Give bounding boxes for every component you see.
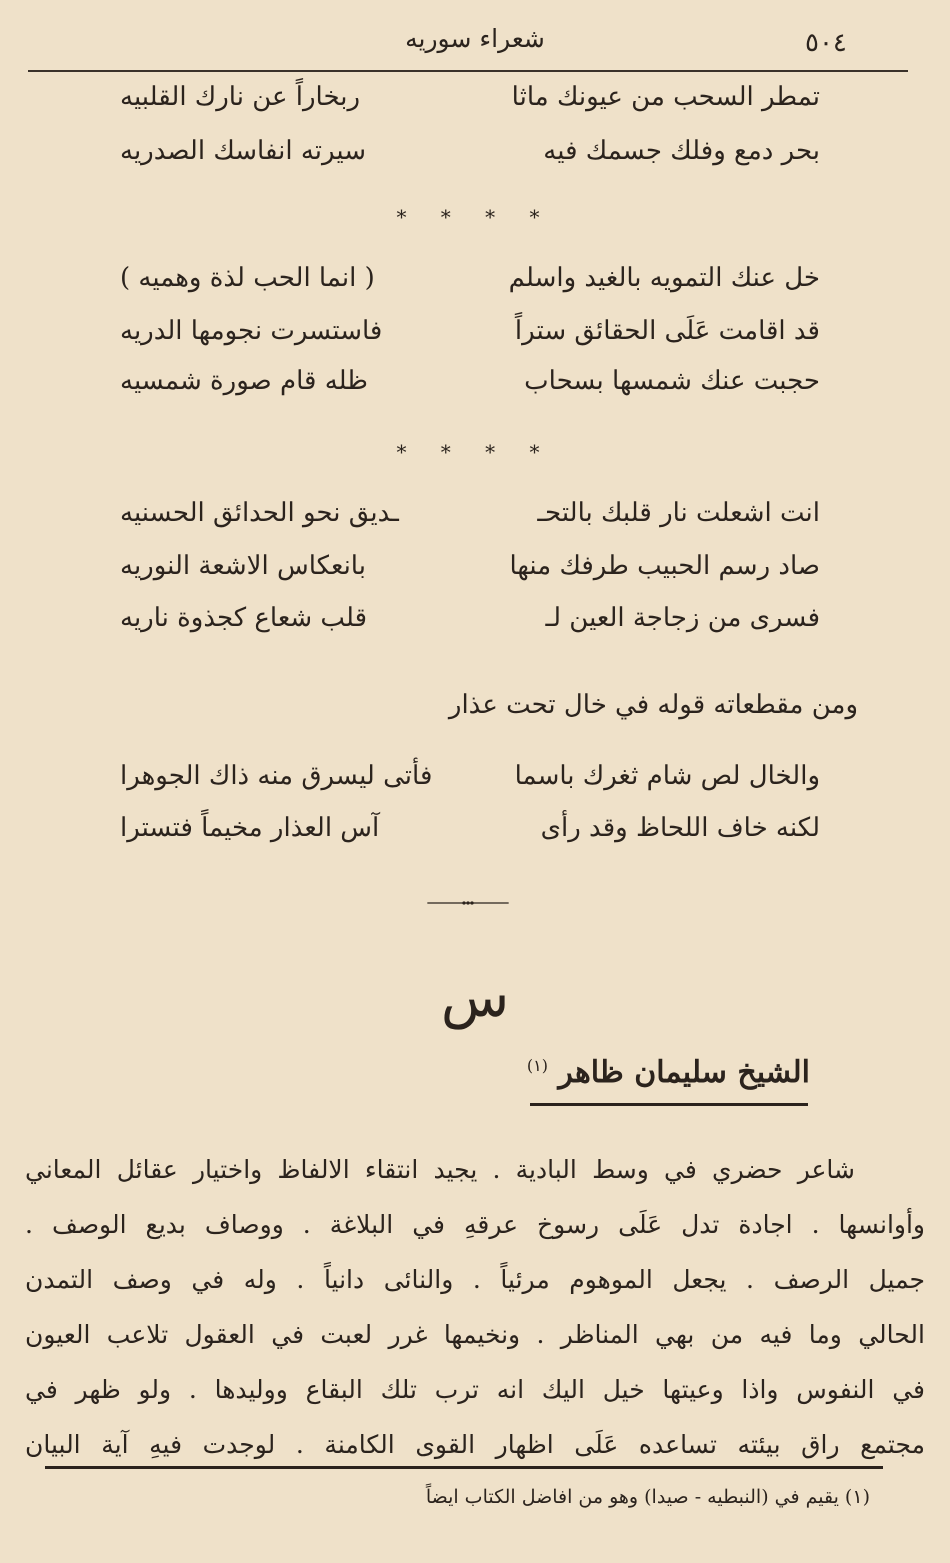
verse — [120, 813, 820, 859]
verse — [120, 263, 820, 309]
stars-separator: * * * * — [396, 440, 554, 464]
page-number: ٥٠٤ — [805, 28, 847, 58]
prose-line: جميل الرصف . يجعل الموهوم مرئياً . والنائى دانياً . وله في وصف التمدن — [25, 1265, 925, 1294]
prose-line: شاعر حضري في وسط البادية . يجيد انتقاء الالفاظ واختيار عقائل المعاني — [25, 1155, 855, 1184]
hemistich-first: انت اشعلت نار قلبك بالتحـ — [537, 498, 820, 528]
hemistich-second: فأتى ليسرق منه ذاك الجوهرا — [120, 761, 433, 791]
prose-line: في النفوس واذا وعيتها خيل اليك انه ترب تلك البقاع ووليدها . ولو ظهر في — [25, 1375, 925, 1404]
ornamental-divider — [407, 901, 529, 905]
header-rule — [28, 70, 908, 72]
hemistich-second: فاستسرت نجومها الدريه — [120, 316, 383, 346]
poet-name-heading — [527, 1055, 810, 1090]
hemistich-first: صاد رسم الحبيب طرفك منها — [509, 551, 820, 581]
verse — [120, 498, 820, 544]
prose-line: مجتمع راق بيئته تساعده عَلَى اظهار القوى الكامنة . لوجدت فيهِ آية البيان — [25, 1430, 925, 1459]
hemistich-first: خل عنك التمويه بالغيد واسلم — [508, 263, 820, 293]
hemistich-second: آس العذار مخيماً فتسترا — [120, 813, 380, 843]
running-title: شعراء سوريه — [405, 24, 545, 53]
hemistich-first: لكنه خاف اللحاظ وقد رأى — [540, 813, 820, 843]
hemistich-second: ربخاراً عن نارك القلبيه — [120, 82, 361, 112]
hemistich-first: بحر دمع وفلك جسمك فيه — [543, 136, 820, 166]
verse — [120, 82, 820, 128]
hemistich-second: بانعكاس الاشعة النوريه — [120, 551, 366, 581]
verse — [120, 603, 820, 649]
verse — [120, 551, 820, 597]
footnote-rule — [45, 1466, 883, 1469]
hemistich-first: فسرى من زجاجة العين لـ — [545, 603, 820, 633]
footnote: (١) يقيم في (النبطيه - صيدا) وهو من افاضل الكتاب ايضاً — [425, 1486, 870, 1508]
verse-intro: ومن مقطعاته قوله في خال تحت عذار — [448, 690, 858, 720]
hemistich-first: تمطر السحب من عيونك ماثا — [511, 82, 820, 112]
prose-line: الحالي وما فيه من بهي المناظر . ونخيمها غرر لعبت في العقول تلاعب العيون — [25, 1320, 925, 1349]
heading-underline — [530, 1103, 808, 1106]
hemistich-second: ظله قام صورة شمسيه — [120, 366, 368, 396]
hemistich-second: ( انما الحب لذة وهميه ) — [120, 263, 375, 293]
verse — [120, 136, 820, 182]
hemistich-second: قلب شعاع كجذوة ناريه — [120, 603, 367, 633]
section-letter: س — [440, 965, 510, 1030]
verse — [120, 761, 820, 807]
verse — [120, 366, 820, 412]
hemistich-first: قد اقامت عَلَى الحقائق ستراً — [514, 316, 820, 346]
hemistich-first: والخال لص شام ثغرك باسما — [514, 761, 820, 791]
biography-paragraph — [25, 1142, 925, 1472]
hemistich-second: سيرته انفاسك الصدريه — [120, 136, 366, 166]
footnote-ref: (١) — [526, 1056, 548, 1075]
prose-line: وأوانسها . اجادة تدل عَلَى رسوخ عرقهِ في البلاغة . ووصاف بديع الوصف . — [25, 1210, 925, 1239]
verse — [120, 316, 820, 362]
stars-separator: * * * * — [396, 205, 554, 229]
hemistich-second: ـديق نحو الحدائق الحسنيه — [120, 498, 399, 528]
hemistich-first: حجبت عنك شمسها بسحاب — [524, 366, 820, 396]
poet-name: الشيخ سليمان ظاهر — [558, 1055, 810, 1090]
